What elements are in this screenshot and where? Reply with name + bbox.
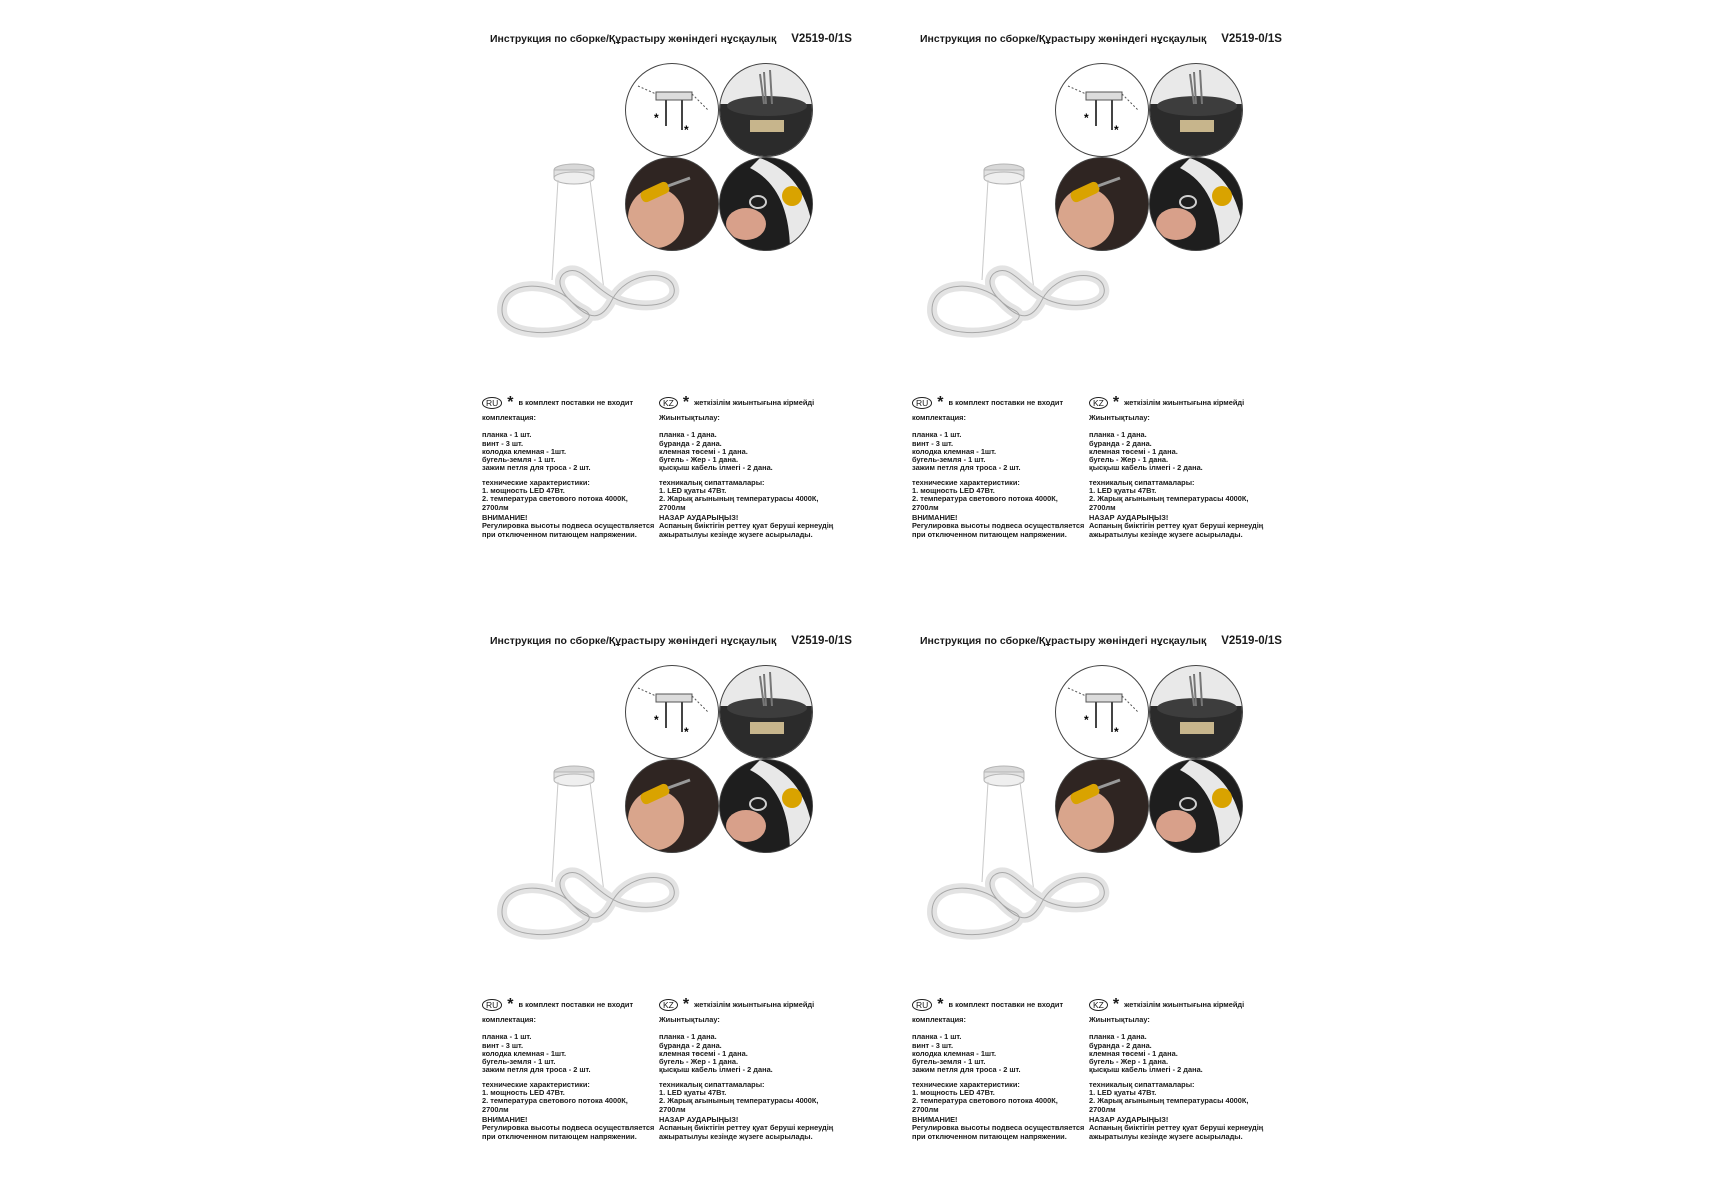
kit-item: клемная төсемі - 1 дана.	[659, 1048, 748, 1058]
kit-item: планка - 1 шт.	[912, 430, 962, 440]
bracket-diagram-photo	[1055, 63, 1149, 157]
instruction-panel-top-right	[868, 0, 1298, 590]
kit-item: планка - 1 дана.	[659, 430, 717, 440]
kit-title: комплектация:	[912, 1015, 966, 1024]
specs-title: технические характеристики:	[912, 477, 1020, 487]
wiring-photo	[1149, 665, 1243, 759]
kit-title: комплектация:	[482, 1015, 536, 1024]
kit-title: Жиынтықтылау:	[659, 413, 720, 422]
ru-section	[482, 396, 672, 539]
warning-line: Аспаның биіктігін реттеу қуат беруші кернеудің	[1089, 521, 1264, 531]
specs-title: техникалық сипаттамалары:	[1089, 477, 1195, 487]
spec-item: 1. LED қуаты 47Вт.	[1089, 486, 1157, 496]
cable-loop-photo	[719, 157, 813, 251]
kit-item: бугель-земля - 1 шт.	[482, 1057, 556, 1067]
spec-item: 2700лм	[659, 502, 686, 512]
spec-item: 2. температура светового потока 4000К,	[482, 494, 628, 504]
kz-section	[659, 396, 859, 539]
asterisk-icon: *	[507, 996, 514, 1013]
asterisk-icon: *	[937, 394, 944, 411]
kit-item: планка - 1 шт.	[482, 430, 532, 440]
spec-item: 1. мощность LED 47Вт.	[482, 1088, 565, 1098]
warning-line: Аспаның биіктігін реттеу қуат беруші кернеудің	[1089, 1123, 1264, 1133]
not-included-note: жеткізілім жиынтығына кірмейді	[694, 397, 815, 407]
warning-title: ВНИМАНИЕ!	[482, 512, 528, 522]
bracket-diagram-photo	[625, 63, 719, 157]
cable-loop-photo	[719, 759, 813, 853]
spec-item: 2. Жарық ағынының температурасы 4000К,	[659, 1096, 819, 1106]
specs-title: технические характеристики:	[482, 477, 590, 487]
kit-item: бұранда - 2 дана.	[1089, 1040, 1152, 1050]
spec-item: 1. LED қуаты 47Вт.	[659, 1088, 727, 1098]
spec-item: 2700лм	[482, 1104, 509, 1114]
warning-line: при отключенном питающем напряжении.	[482, 1131, 637, 1141]
spec-item: 2700лм	[1089, 1104, 1116, 1114]
panel-title: Инструкция по сборке/Құрастыру жөніндегі нұсқаулық	[490, 635, 777, 647]
asterisk-icon: *	[682, 996, 690, 1013]
ru-section	[912, 396, 1102, 539]
model-number: V2519-0/1S	[791, 635, 852, 647]
kit-item: колодка клемная - 1шт.	[482, 1048, 567, 1058]
kz-badge: KZ	[1089, 397, 1108, 409]
specs-title: технические характеристики:	[912, 1079, 1020, 1089]
warning-line: Регулировка высоты подвеса осуществляется	[482, 521, 655, 531]
spec-item: 1. мощность LED 47Вт.	[912, 486, 995, 496]
kz-badge: KZ	[659, 397, 678, 409]
screwdriver-photo	[1055, 759, 1149, 853]
cable-loop-photo	[1149, 157, 1243, 251]
svg-text:*: *	[684, 725, 689, 739]
kit-item: зажим петля для троса - 2 шт.	[482, 1065, 591, 1075]
kit-item: винт - 3 шт.	[482, 1040, 524, 1050]
screwdriver-photo	[625, 759, 719, 853]
wiring-photo	[719, 665, 813, 759]
kit-item: планка - 1 дана.	[1089, 1032, 1147, 1042]
ru-badge: RU	[482, 397, 502, 409]
bracket-diagram-photo	[625, 665, 719, 759]
warning-title: ВНИМАНИЕ!	[482, 1114, 528, 1124]
warning-line: Регулировка высоты подвеса осуществляется	[912, 1123, 1085, 1133]
panel-header	[490, 635, 852, 647]
warning-line: Регулировка высоты подвеса осуществляется	[482, 1123, 655, 1133]
kit-item: клемная төсемі - 1 дана.	[659, 446, 748, 456]
instruction-panel-top-left	[438, 0, 868, 590]
kit-item: винт - 3 шт.	[482, 438, 524, 448]
spec-item: 2. температура светового потока 4000К,	[912, 1096, 1058, 1106]
panel-header	[490, 33, 852, 45]
warning-line: при отключенном питающем напряжении.	[912, 529, 1067, 539]
panel-title: Инструкция по сборке/Құрастыру жөніндегі нұсқаулық	[920, 33, 1207, 45]
spec-item: 2. Жарық ағынының температурасы 4000К,	[1089, 1096, 1249, 1106]
kit-item: бугель-земля - 1 шт.	[912, 455, 986, 465]
warning-line: ажыратылуы кезінде жүзеге асырылады.	[1089, 1131, 1243, 1141]
asterisk-icon: *	[682, 394, 690, 411]
panel-title: Инструкция по сборке/Құрастыру жөніндегі нұсқаулық	[490, 33, 777, 45]
kit-item: планка - 1 шт.	[912, 1032, 962, 1042]
kit-item: қысқыш кабель ілмегі - 2 дана.	[659, 1065, 773, 1075]
kit-item: бугель - Жер - 1 дана.	[659, 1057, 739, 1067]
kit-title: комплектация:	[482, 413, 536, 422]
specs-title: технические характеристики:	[482, 1079, 590, 1089]
kit-item: колодка клемная - 1шт.	[912, 1048, 997, 1058]
kit-item: қысқыш кабель ілмегі - 2 дана.	[1089, 1065, 1203, 1075]
kit-item: зажим петля для троса - 2 шт.	[912, 1065, 1021, 1075]
instruction-panel-bottom-right	[868, 602, 1298, 1192]
asterisk-icon: *	[507, 394, 514, 411]
kit-title: комплектация:	[912, 413, 966, 422]
kit-item: клемная төсемі - 1 дана.	[1089, 1048, 1178, 1058]
kit-item: бугель - Жер - 1 дана.	[1089, 1057, 1169, 1067]
cable-loop-photo	[1149, 759, 1243, 853]
ru-badge: RU	[912, 999, 932, 1011]
svg-text:*: *	[684, 123, 689, 137]
warning-line: при отключенном питающем напряжении.	[912, 1131, 1067, 1141]
screwdriver-photo	[1055, 157, 1149, 251]
spec-item: 2. температура светового потока 4000К,	[912, 494, 1058, 504]
model-number: V2519-0/1S	[1221, 635, 1282, 647]
kit-item: колодка клемная - 1шт.	[912, 446, 997, 456]
spec-item: 1. мощность LED 47Вт.	[482, 486, 565, 496]
svg-text:*: *	[1114, 725, 1119, 739]
specs-title: техникалық сипаттамалары:	[659, 1079, 765, 1089]
kz-badge: KZ	[659, 999, 678, 1011]
kit-item: зажим петля для троса - 2 шт.	[482, 463, 591, 473]
not-included-note: в комплект поставки не входит	[518, 999, 634, 1009]
warning-title: ВНИМАНИЕ!	[912, 512, 958, 522]
svg-text:*: *	[654, 713, 659, 727]
kit-title: Жиынтықтылау:	[1089, 413, 1150, 422]
spec-item: 2. Жарық ағынының температурасы 4000К,	[659, 494, 819, 504]
spec-item: 2700лм	[1089, 502, 1116, 512]
model-number: V2519-0/1S	[1221, 33, 1282, 45]
warning-line: Аспаның биіктігін реттеу қуат беруші кернеудің	[659, 521, 834, 531]
instruction-sheet	[438, 0, 1308, 1200]
kit-item: планка - 1 дана.	[1089, 430, 1147, 440]
warning-line: ажыратылуы кезінде жүзеге асырылады.	[659, 1131, 813, 1141]
kit-item: бугель-земля - 1 шт.	[482, 455, 556, 465]
bracket-diagram-photo	[1055, 665, 1149, 759]
kit-item: зажим петля для троса - 2 шт.	[912, 463, 1021, 473]
ru-badge: RU	[482, 999, 502, 1011]
spec-item: 1. LED қуаты 47Вт.	[659, 486, 727, 496]
warning-line: Аспаның биіктігін реттеу қуат беруші кернеудің	[659, 1123, 834, 1133]
spec-item: 2700лм	[482, 502, 509, 512]
specs-title: техникалық сипаттамалары:	[1089, 1079, 1195, 1089]
panel-header	[920, 33, 1282, 45]
spec-item: 2700лм	[912, 1104, 939, 1114]
spec-item: 2. Жарық ағынының температурасы 4000К,	[1089, 494, 1249, 504]
screwdriver-photo	[625, 157, 719, 251]
spec-item: 1. мощность LED 47Вт.	[912, 1088, 995, 1098]
kit-item: колодка клемная - 1шт.	[482, 446, 567, 456]
kit-item: бугель-земля - 1 шт.	[912, 1057, 986, 1067]
warning-title: ВНИМАНИЕ!	[912, 1114, 958, 1124]
ru-badge: RU	[912, 397, 932, 409]
kz-badge: KZ	[1089, 999, 1108, 1011]
kit-item: бұранда - 2 дана.	[659, 1040, 722, 1050]
ru-section	[912, 998, 1102, 1141]
kit-item: планка - 1 шт.	[482, 1032, 532, 1042]
panel-title: Инструкция по сборке/Құрастыру жөніндегі нұсқаулық	[920, 635, 1207, 647]
spec-item: 1. LED қуаты 47Вт.	[1089, 1088, 1157, 1098]
model-number: V2519-0/1S	[791, 33, 852, 45]
not-included-note: в комплект поставки не входит	[518, 397, 634, 407]
kit-item: винт - 3 шт.	[912, 1040, 954, 1050]
kit-item: бұранда - 2 дана.	[1089, 438, 1152, 448]
spec-item: 2700лм	[659, 1104, 686, 1114]
kz-section	[659, 998, 859, 1141]
not-included-note: жеткізілім жиынтығына кірмейді	[1124, 397, 1245, 407]
svg-text:*: *	[1084, 111, 1089, 125]
kz-section	[1089, 396, 1289, 539]
wiring-photo	[719, 63, 813, 157]
svg-text:*: *	[654, 111, 659, 125]
kz-section	[1089, 998, 1289, 1141]
kit-item: қысқыш кабель ілмегі - 2 дана.	[659, 463, 773, 473]
kit-title: Жиынтықтылау:	[659, 1015, 720, 1024]
wiring-photo	[1149, 63, 1243, 157]
svg-text:*: *	[1084, 713, 1089, 727]
panel-header	[920, 635, 1282, 647]
kit-item: винт - 3 шт.	[912, 438, 954, 448]
spec-item: 2700лм	[912, 502, 939, 512]
not-included-note: в комплект поставки не входит	[948, 397, 1064, 407]
specs-title: техникалық сипаттамалары:	[659, 477, 765, 487]
svg-text:*: *	[1114, 123, 1119, 137]
not-included-note: жеткізілім жиынтығына кірмейді	[694, 999, 815, 1009]
kit-item: бугель - Жер - 1 дана.	[1089, 455, 1169, 465]
not-included-note: в комплект поставки не входит	[948, 999, 1064, 1009]
warning-line: ажыратылуы кезінде жүзеге асырылады.	[659, 529, 813, 539]
asterisk-icon: *	[1112, 996, 1120, 1013]
warning-title: НАЗАР АУДАРЫҢЫЗ!	[659, 1114, 739, 1124]
warning-line: при отключенном питающем напряжении.	[482, 529, 637, 539]
warning-line: Регулировка высоты подвеса осуществляется	[912, 521, 1085, 531]
kit-item: клемная төсемі - 1 дана.	[1089, 446, 1178, 456]
kit-item: планка - 1 дана.	[659, 1032, 717, 1042]
not-included-note: жеткізілім жиынтығына кірмейді	[1124, 999, 1245, 1009]
warning-title: НАЗАР АУДАРЫҢЫЗ!	[1089, 512, 1169, 522]
spec-item: 2. температура светового потока 4000К,	[482, 1096, 628, 1106]
kit-item: бұранда - 2 дана.	[659, 438, 722, 448]
kit-title: Жиынтықтылау:	[1089, 1015, 1150, 1024]
kit-item: қысқыш кабель ілмегі - 2 дана.	[1089, 463, 1203, 473]
warning-title: НАЗАР АУДАРЫҢЫЗ!	[659, 512, 739, 522]
warning-title: НАЗАР АУДАРЫҢЫЗ!	[1089, 1114, 1169, 1124]
warning-line: ажыратылуы кезінде жүзеге асырылады.	[1089, 529, 1243, 539]
instruction-panel-bottom-left	[438, 602, 868, 1192]
asterisk-icon: *	[937, 996, 944, 1013]
asterisk-icon: *	[1112, 394, 1120, 411]
kit-item: бугель - Жер - 1 дана.	[659, 455, 739, 465]
ru-section	[482, 998, 672, 1141]
